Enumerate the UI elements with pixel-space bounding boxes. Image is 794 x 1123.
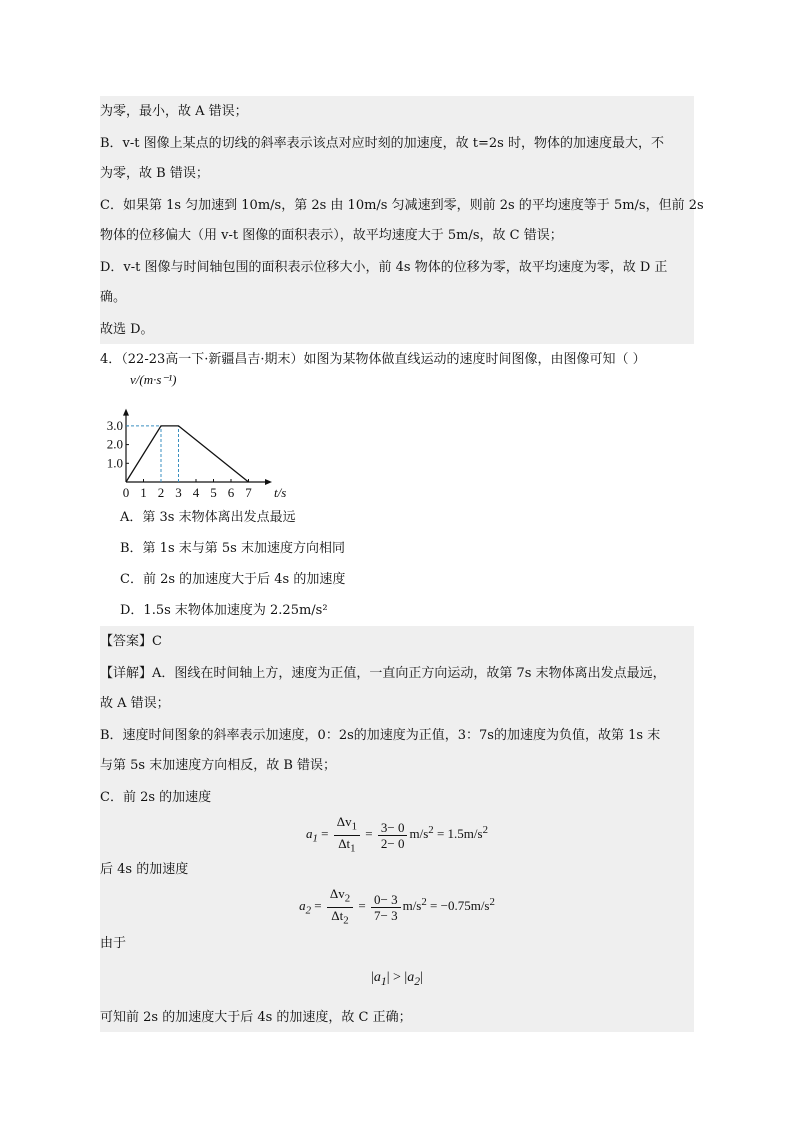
prev-c-line1: C．如果第 1s 匀加速到 10m/s，第 2s 由 10m/s 匀减速到零，则前 2s 的平均速度等于 5m/s，但前 2s xyxy=(100,198,704,213)
formula-compare: $|a_1| > |a_2|$ xyxy=(371,970,423,988)
y-axis-arrow xyxy=(123,409,129,416)
conclusion: 可知前 2s 的加速度大于后 4s 的加速度，故 C 正确； xyxy=(100,1010,412,1025)
x-axis-label: t/s xyxy=(274,485,287,500)
detail-a-line1: 【详解】A．图线在时间轴上方，速度为正值，一直向正方向运动，故第 7s 末物体离出发点最远， xyxy=(100,666,666,681)
x-tick-label: 2 xyxy=(157,485,165,500)
prev-b-line1: B．v-t 图像上某点的切线的斜率表示该点对应时刻的加速度，故 t=2s 时，物体的加速度最大，不 xyxy=(100,136,664,151)
y-axis-label: v/(m·s⁻¹) xyxy=(130,372,177,387)
since-label: 由于 xyxy=(100,936,127,951)
detail-b-line2: 与第 5s 末加速度方向相反，故 B 错误； xyxy=(100,758,337,773)
x-tick-label: 7 xyxy=(245,485,252,500)
chart-labels xyxy=(107,372,287,500)
prev-c-line2: 物体的位移偏大（用 v-t 图像的面积表示），故平均速度大于 5m/s，故 C 错误； xyxy=(100,228,563,243)
chart-series xyxy=(126,426,249,482)
x-axis-arrow xyxy=(265,479,272,485)
x-tick-label: 3 xyxy=(175,485,182,500)
formula-a1: $a_1$ = $\frac{\Delta v_1}{\Delta t_1}$ = $\frac{3- 0}{2- 0}$ $m/s^2 = 1.5m/s^2$ xyxy=(305,814,488,855)
after-4s-label: 后 4s 的加速度 xyxy=(100,862,189,877)
option-b: B．第 1s 末与第 5s 末加速度方向相同 xyxy=(120,541,345,556)
option-d: D．1.5s 末物体加速度为 2.25m/s² xyxy=(120,603,328,618)
detail-a-line2: 故 A 错误； xyxy=(100,696,170,711)
detail-c-line1: C．前 2s 的加速度 xyxy=(100,790,212,805)
x-tick-label: 0 xyxy=(122,485,130,500)
velocity-line xyxy=(126,426,249,482)
velocity-time-chart xyxy=(106,372,302,502)
detail-b-line1: B．速度时间图象的斜率表示加速度，0：2s的加速度为正值，3：7s的加速度为负值，故第 1s 末 xyxy=(100,728,661,743)
y-tick-label: 1.0 xyxy=(106,455,123,471)
formula-a2: $a_2$ = $\frac{\Delta v_2}{\Delta t_2}$ = $\frac{0- 3}{7- 3}$ $m/s^2 = -0.75m/s^2$ xyxy=(299,886,495,927)
x-tick-label: 4 xyxy=(192,485,200,500)
answer-label: 【答案】C xyxy=(100,634,162,649)
x-tick-label: 5 xyxy=(210,485,217,500)
y-tick-label: 2.0 xyxy=(106,436,123,452)
prev-d-line1: D．v-t 图像与时间轴包围的面积表示位移大小，前 4s 物体的位移为零，故平均速度为零，故 D 正 xyxy=(100,260,668,275)
prev-a-tail: 为零，最小，故 A 错误； xyxy=(100,104,248,119)
chart-guides xyxy=(126,426,179,482)
x-tick-label: 1 xyxy=(140,485,147,500)
question-stem: 4．（22-23高一下·新疆昌吉·期末）如图为某物体做直线运动的速度时间图像，由图像可知（ ） xyxy=(100,352,646,367)
chart-axes xyxy=(123,409,272,485)
prev-b-line2: 为零，故 B 错误； xyxy=(100,166,209,181)
y-tick-label: 3.0 xyxy=(106,417,123,433)
option-a: A．第 3s 末物体离出发点最远 xyxy=(120,510,296,525)
prev-d-line2: 确。 xyxy=(100,290,127,305)
prev-choice: 故选 D。 xyxy=(100,322,154,337)
option-c: C．前 2s 的加速度大于后 4s 的加速度 xyxy=(120,572,346,587)
x-tick-label: 6 xyxy=(227,485,235,500)
